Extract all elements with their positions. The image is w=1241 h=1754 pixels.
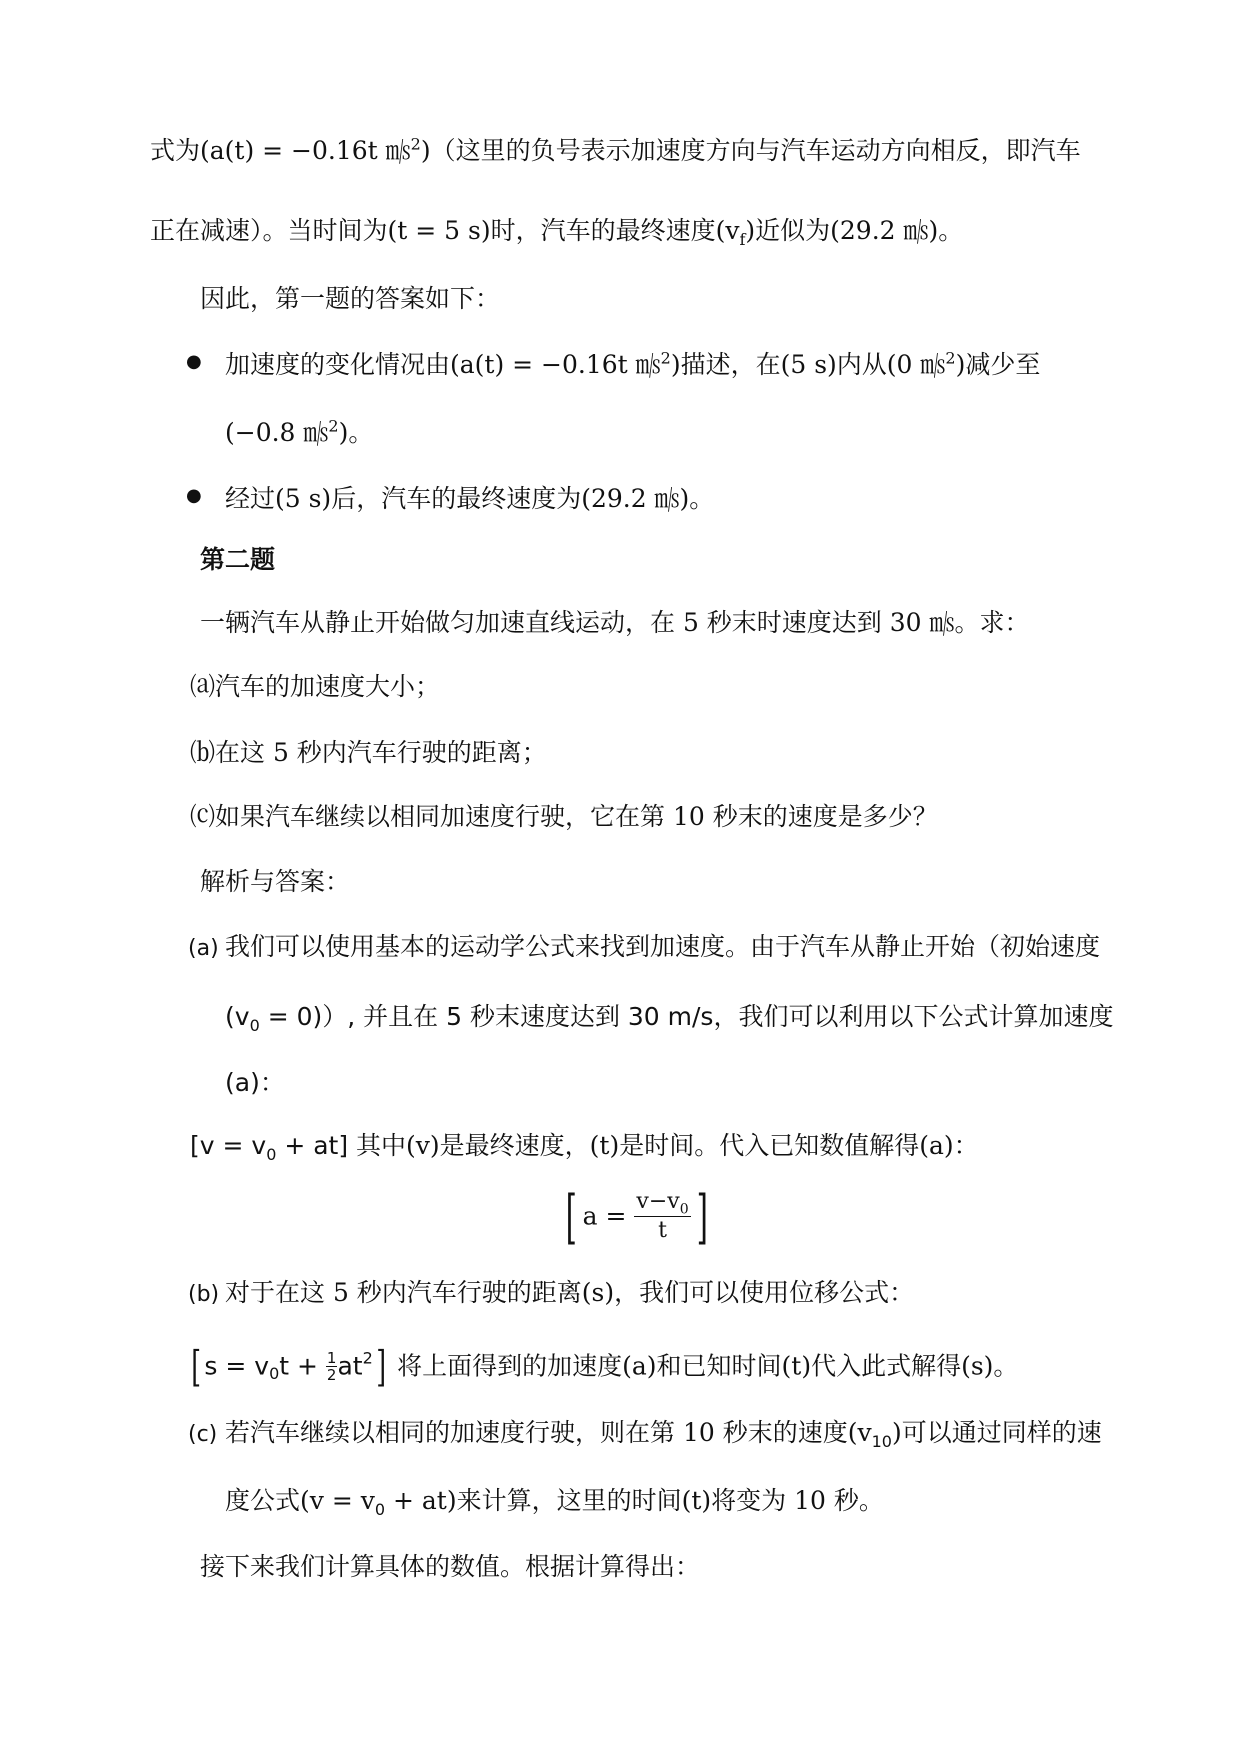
half-fraction: $\frac{1}{2}$: [326, 1349, 337, 1384]
section-heading: 第二题: [200, 545, 276, 574]
bullet-2: 经过(5 s)后，汽车的最终速度为(29.2 ㎧)。: [225, 484, 715, 513]
bullet-dot: ●: [186, 485, 202, 506]
bullet-1-line-2: (−0.8 ㎧$^2$)。: [225, 416, 374, 447]
analysis-label: 解析与答案：: [200, 867, 351, 896]
right-bracket: ]: [376, 1341, 386, 1391]
right-bracket: ]: [696, 1182, 708, 1251]
item-c-line-1: 若汽车继续以相同的加速度行驶，则在第 10 秒末的速度$(v_{10})$可以通过同样的速: [225, 1418, 1102, 1451]
bullet-1-line-1: 加速度的变化情况由(a(t) = −0.16t ㎧$^2$)描述，在(5 s)内从(0 ㎧$^2$)减少至: [225, 348, 1041, 379]
question-b: ⒝在这 5 秒内汽车行驶的距离；: [190, 738, 547, 767]
item-a-line-1: 我们可以使用基本的运动学公式来找到加速度。由于汽车从静止开始（初始速度: [225, 932, 1101, 961]
formula-acceleration: [ a = $\frac{v-v_0}{t}$ ]: [565, 1182, 708, 1251]
paragraph-line-2: 正在减速）。当时间为(t = 5 s)时，汽车的最终速度$(v_f)$近似为(29.2 ㎧)。: [150, 216, 964, 249]
item-a-line-3: (a)：: [225, 1068, 285, 1097]
closing-line: 接下来我们计算具体的数值。根据计算得出：: [200, 1552, 701, 1581]
fraction: $\frac{v-v_0}{t}$: [636, 1189, 689, 1243]
question-c: ⒞如果汽车继续以相同加速度行驶，它在第 10 秒末的速度是多少？: [190, 802, 938, 831]
left-bracket: [: [191, 1341, 202, 1391]
formula-velocity: $[v = v_0 + at]$ 其中(v)是最终速度，(t)是时间。代入已知数值解得(a)：: [190, 1131, 979, 1164]
bullet-dot: ●: [186, 351, 202, 372]
item-c-line-2: 度公式$(v = v_0 + at)$来计算，这里的时间(t)将变为 10 秒。: [225, 1486, 884, 1519]
item-b-line-1: 对于在这 5 秒内汽车行驶的距离(s)，我们可以使用位移公式：: [225, 1278, 915, 1307]
item-c-label: (c): [188, 1422, 218, 1447]
item-a-line-2: $(v_0 = 0)$）, 并且在 5 秒末速度达到 30 m/s，我们可以利用以下公式计算加速度: [225, 1002, 1114, 1035]
item-b-label: (b): [188, 1282, 220, 1307]
left-bracket: [: [565, 1182, 577, 1251]
answer-intro: 因此，第一题的答案如下：: [200, 284, 501, 313]
question-a: ⒜汽车的加速度大小；: [190, 672, 441, 701]
question-intro: 一辆汽车从静止开始做匀加速直线运动，在 5 秒末时速度达到 30 ㎧。求：: [200, 608, 1030, 637]
item-a-label: (a): [188, 936, 219, 961]
paragraph-line-1: 式为(a(t) = −0.16t ㎧$^2$)（这里的负号表示加速度方向与汽车运动方向相反，即汽车: [150, 134, 1081, 165]
formula-displacement: [ $s = v_0t$ + $\frac{1}{2}$ $at^2$] 将上面得到的加速度(a)和已知时间(t)代入此式解得(s)。: [191, 1341, 1019, 1391]
